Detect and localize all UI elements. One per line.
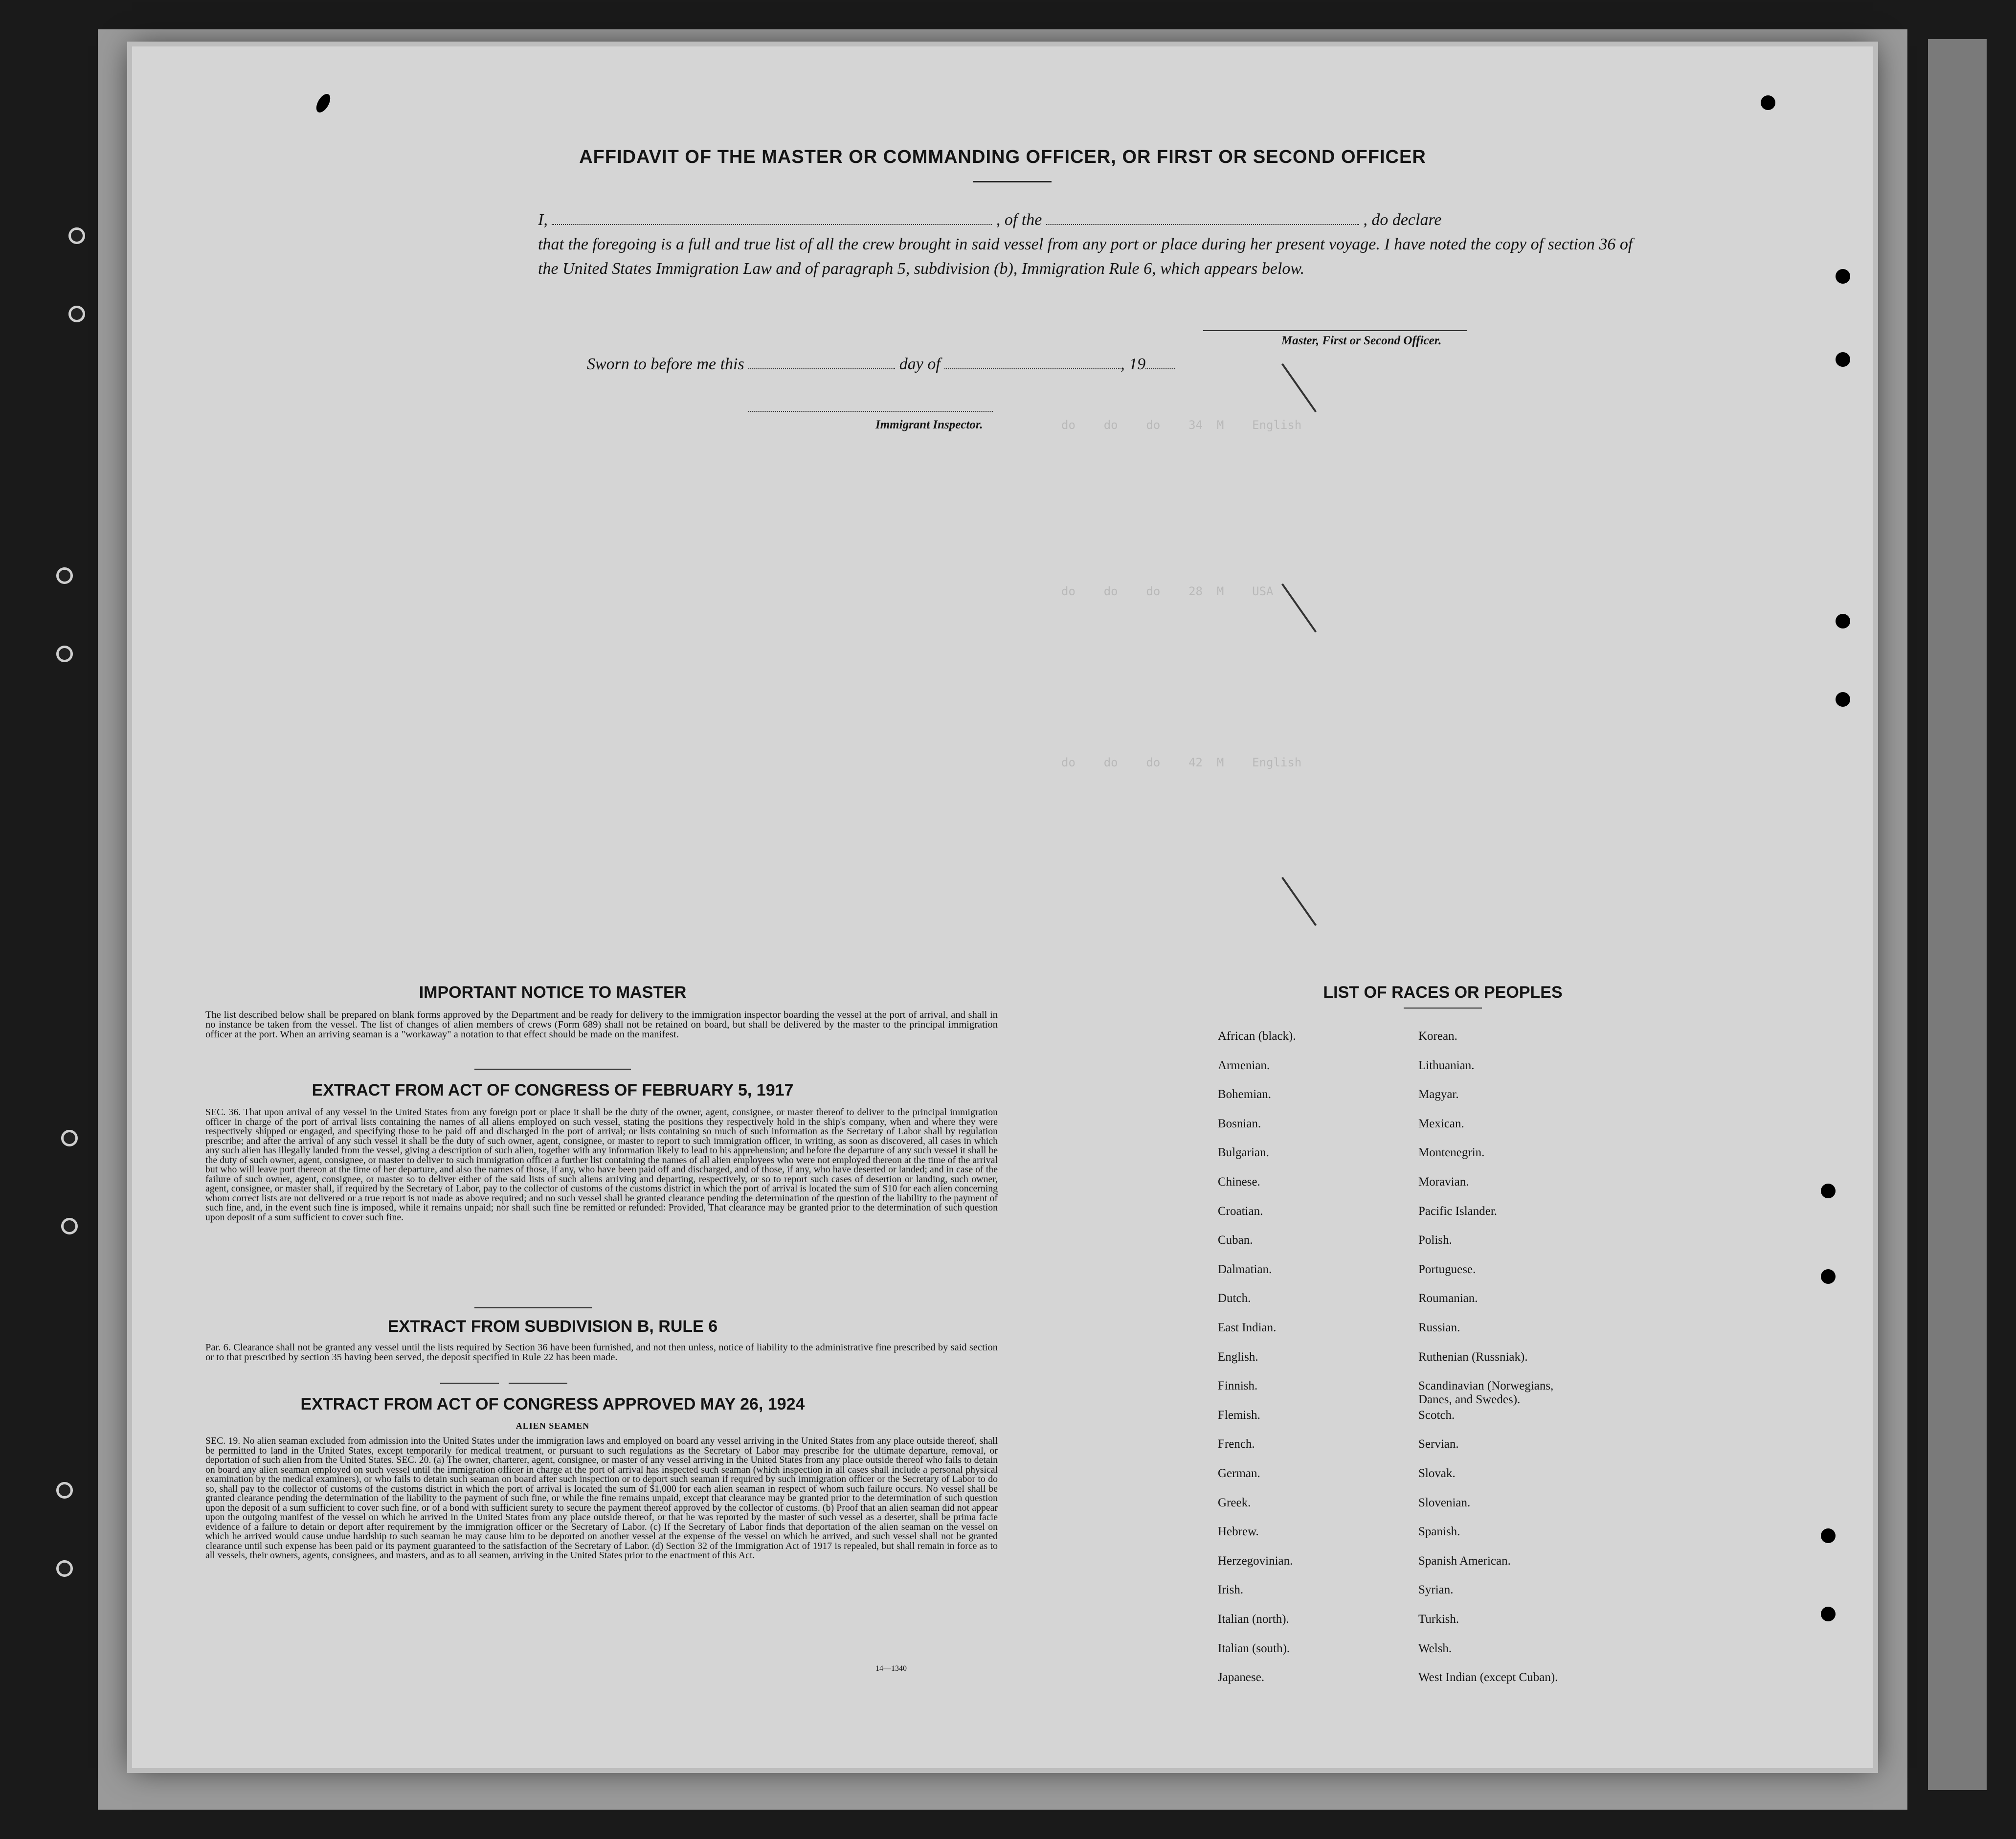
race-item: West Indian (except Cuban). [1418,1671,1558,1684]
race-item: Portuguese. [1418,1262,1476,1276]
binding-ring [56,1560,73,1577]
day-of-label: day of [899,355,941,373]
divider [440,1383,499,1384]
race-item: Lithuanian. [1418,1058,1475,1072]
race-item: Danes, and Swedes). [1418,1393,1521,1407]
races-title: LIST OF RACES OR PEOPLES [1323,983,1563,1002]
race-item: Korean. [1418,1030,1457,1043]
binding-ring [56,646,73,662]
race-item: Flemish. [1218,1408,1260,1422]
declaration-block [538,208,1648,281]
race-item: Slovenian. [1418,1496,1471,1509]
punch-hole [1821,1528,1836,1543]
race-item: Cuban. [1218,1233,1253,1247]
declaration-body: that the foregoing is a full and true list of all the crew brought in said vessel from any port or place during her present voyage. I have noted the copy of section 36 of the United States Immigration Law and of paragraph 5, subdivision (b), Immigration Rule 6, which appears below. [538,235,1633,278]
name-field[interactable] [552,210,992,225]
punch-hole [1836,692,1850,707]
race-item: Spanish American. [1418,1554,1511,1568]
punch-hole [1836,614,1850,628]
race-item: Bohemian. [1218,1088,1272,1101]
year-label: , 19 [1120,355,1146,373]
alien-seamen-subtitle: ALIEN SEAMEN [515,1421,590,1431]
race-item: English. [1218,1350,1258,1364]
race-item: Montenegrin. [1418,1146,1485,1160]
manifest-page: do do do 34 M English do do do 28 M USA do do do 42 M English AFFIDAVIT OF THE MASTER OR COMMANDING OFFICER, OR FIRST OR SECOND OFFICER I, , of the , do declare that the foregoing is a full and true list of all the crew brought in said vessel from any port or place during her present voyage. I have noted the copy of section 36 of the United States Immigration Law and of paragraph 5, subdivision (b), Immigration Rule 6, which appears below. Master, First or Second Officer. Sworn to before me this day of , 19 Immigrant Inspector. IMPORTANT NOTICE TO MASTER The list described below shall be prepared on blank forms approved by the Department and be ready for delivery to the immigration inspector boarding the vessel at the port of arrival, and shall in no instance be taken from the vessel. The list of changes of alien members of crews (Form 689) shall not be retained on board, but shall be delivered by the master to the principal immigration officer at the port. When an arriving seaman is a "workaway" a notation to that effect should be made on the manifest. EXTRACT FROM ACT OF CONGRESS OF FEBRUARY 5, 1917 SEC. 36. That upon arrival of any vessel in the United States from any foreign port or place it shall be the duty of the owner, agent, consignee, or master thereof to deliver to the principal immigration officer in charge of the port of arrival lists containing the names of all aliens employed on such vessel, stating the positions they respectively hold in the ship's company, when and where they were respectively shipped or engaged, and specifying those to be paid off and discharged in the port of arrival; or lists containing so much of such information as the Secretary of Labor shall by regulation prescribe; and after the arrival of any such vessel it shall be the duty of such owner, agent, consignee, or master to report to such immigration officer, in writing, as soon as discovered, all cases in which any such alien has illegally landed from the vessel, giving a description of such alien, together with any information likely to lead to his apprehension; and before the departure of any such vessel it shall be the duty of such owner, agent, consignee, or master to deliver to such immigration officer a further list containing the names of all alien employees who were not employed thereon at the time of the arrival but who will leave port thereon at the time of her departure, and also the names of those, if any, who have been paid off and discharged, and of those, if any, who have deserted or landed; and in case of the failure of such owner, agent, consignee, or master so to deliver either of the said lists of such aliens arriving and departing, respectively, or so to report such cases of desertion or landing, such owner, agent, consignee, or master shall, if required by the Secretary of Labor, pay to the collector of customs of the customs district in which the port of arrival is located the sum of $10 for each alien concerning whom correct lists are not delivered or a true report is not made as above required; and no such vessel shall be granted clearance pending the determination of the question of the liability to the payment of such fine, and, in the event such fine is imposed, while it remains unpaid; nor shall such fine be remitted or refunded: Provided, That clearance may be granted prior to the determination of such question upon deposit of a sum sufficient to cover such fine. EXTRACT FROM SUBDIVISION B, RULE 6 Par. 6. Clearance shall not be granted any vessel until the lists required by Section 36 have been furnished, and not then unless, notice of liability to the administrative fine prescribed by said section or to that prescribed by section 35 having been served, the deposit specified in Rule 22 has been made. EXTRACT FROM ACT OF CONGRESS APPROVED MAY 26, 1924 ALIEN SEAMEN SEC. 19. No alien seaman excluded from admission into the United States under the immigration laws and employed on board any vessel arriving in the United States from any place outside thereof, shall be permitted to land in the United States, except temporarily for medical treatment, or pursuant to such regulations as the Secretary of Labor may prescribe for the ultimate departure, removal, or deportation of such alien from the United States. SEC. 20. (a) The owner, charterer, agent, consignee, or master of any vessel arriving in the United States from any place outside thereof who fails to detain on board any alien seaman employed on such vessel until the immigration officer in charge at the port of arrival has inspected such seaman (which inspection in all cases shall include a personal physical examination by the medical examiners), or who fails to detain such seaman on board after such inspection or to deport such seaman if required by such immigration officer or the Secretary of Labor to do so, shall pay to the collector of customs of the customs district in which the port of arrival is located the sum of $1,000 for each alien seaman in respect of whom such failure occurs. No vessel shall be granted clearance pending the determination of the liability to the payment of such fine, or while the fine remains unpaid, except that clearance may be granted prior to the determination of such question upon the deposit of a sum sufficient to cover such fine, or of a bond with sufficient surety to secure the payment thereof approved by the collector of customs. (b) Proof that an alien seaman did not appear upon the outgoing manifest of the vessel on which he arrived in the United States from any place outside thereof, or that he was reported by the master of such vessel as a deserter, shall be prima facie evidence of a failure to detain or deport after requirement by the immigration officer or the Secretary of Labor. (c) If the Secretary of Labor finds that deportation of the alien seaman on the vessel on which he arrived would cause undue hardship to such seaman he may cause him to be deported on another vessel at the expense of the vessel on which he arrived, and such vessel shall not be granted clearance until such expense has been paid or its payment guaranteed to the satisfaction of the Secretary of Labor. (d) Section 32 of the Immigration Act of 1917 is repealed, but shall remain in force as to all vessels, their owners, agents, consignees, and masters, and as to all seamen, arriving in the United States prior to the enactment of this Act. 14—1340 LIST OF RACES OR PEOPLES African (black). Armenian. Bohemian. Bosnian. Bulgarian. Chinese. Croatian. Cuban. Dalmatian. Dutch. East Indian. English. Finnish. Flemish. French. German. Greek. Hebrew. Herzegovinian. Irish. Italian (north). Italian (south). Japanese. Korean. Lithuanian. Magyar. Mexican. Montenegrin. Moravian. Pacific Islander. Polish. Portuguese. Roumanian. Russian. Ruthenian (Russniak). Scandinavian (Norwegians, Danes, and Swedes). Scotch. Servian. Slovak. Slovenian. Spanish. Spanish American. Syrian. Turkish. Welsh. West Indian (except Cuban). [132,46,1873,1768]
race-item: Japanese. [1218,1671,1265,1684]
extract-1917-text: SEC. 36. That upon arrival of any vessel in the United States from any foreign port or place it shall be the duty of the owner, agent, consignee, or master thereof to deliver to the principal immigration officer in charge of the port of arrival lists containing the names of all aliens employed on such vessel, stating the positions they respectively hold in the ship's company, when and where they were respectively shipped or engaged, and specifying those to be paid off and discharged in the port of arrival; or lists containing so much of such information as the Secretary of Labor shall by regulation prescribe; and after the arrival of any such vessel it shall be the duty of such owner, agent, consignee, or master to report to such immigration officer, in writing, as soon as discovered, all cases in which any such alien has illegally landed from the vessel, giving a description of such alien, together with any information likely to lead to his apprehension; and before the departure of any such vessel it shall be the duty of such owner, agent, consignee, or master to deliver to such immigration officer a further list containing the names of all alien employees who were not employed thereon at the time of the arrival but who will leave port thereon at the time of her departure, and also the names of those, if any, who have been paid off and discharged, and of those, if any, who have deserted or landed; and in case of the failure of such owner, agent, consignee, or master so to deliver either of the said lists of such aliens arriving and departing, respectively, or so to report such cases of desertion or landing, such owner, agent, consignee, or master shall, if required by the Secretary of Labor, pay to the collector of customs of the customs district in which the port of arrival is located the sum of $10 for each alien concerning whom correct lists are not delivered or a true report is not made as above required; and no such vessel shall be granted clearance pending the determination of the question of the liability to the payment of such fine, and, in the event such fine is imposed, while it remains unpaid; nor shall such fine be remitted or refunded: Provided, That clearance may be granted prior to the determination of such question upon deposit of a sum sufficient to cover such fine. [205,1107,998,1223]
binding-ring [56,1482,73,1499]
race-item: Polish. [1418,1233,1452,1247]
punch-hole [1821,1607,1836,1621]
master-label: Master, First or Second Officer. [1281,334,1442,347]
race-item: Finnish. [1218,1379,1258,1393]
race-item: Italian (south). [1218,1641,1290,1655]
race-item: Hebrew. [1218,1525,1259,1539]
race-item: Scotch. [1418,1408,1455,1422]
race-item: Roumanian. [1418,1292,1478,1305]
race-item: Russian. [1418,1321,1460,1334]
race-item: Mexican. [1418,1117,1464,1130]
race-item: Slovak. [1418,1467,1456,1480]
race-item: Croatian. [1218,1204,1263,1218]
master-signature-line[interactable] [1203,330,1467,331]
race-item: Pacific Islander. [1418,1204,1498,1218]
affidavit-title: AFFIDAVIT OF THE MASTER OR COMMANDING OFFICER, OR FIRST OR SECOND OFFICER [579,147,1426,167]
race-item: African (black). [1218,1030,1296,1043]
binding-ring [61,1130,78,1146]
race-item: Scandinavian (Norwegians, [1418,1379,1554,1393]
do-declare-label: , do declare [1363,211,1442,229]
race-item: Dutch. [1218,1292,1251,1305]
sworn-day-field[interactable] [748,355,895,369]
declaration-line [538,208,1648,232]
race-item: Irish. [1218,1583,1244,1597]
divider [1404,1008,1482,1009]
extract-1924-text: SEC. 19. No alien seaman excluded from admission into the United States under the immigration laws and employed on board any vessel arriving in the United States from any place outside thereof, shall be permitted to land in the United States, except temporarily for medical treatment, or pursuant to such regulations as the Secretary of Labor may prescribe for the ultimate departure, removal, or deportation of such alien from the United States. SEC. 20. (a) The owner, charterer, agent, consignee, or master of any vessel arriving in the United States from any place outside thereof who fails to detain on board any alien seaman employed on such vessel until the immigration officer in charge at the port of arrival has inspected such seaman (which inspection in all cases shall include a personal physical examination by the medical examiners), or who fails to detain such seaman on board after such inspection or to deport such seaman if required by such immigration officer or the Secretary of Labor to do so, shall pay to the collector of customs of the customs district in which the port of arrival is located the sum of $1,000 for each alien seaman in respect of whom such failure occurs. No vessel shall be granted clearance pending the determination of the liability to the payment of such fine, or while the fine remains unpaid, except that clearance may be granted prior to the determination of such question upon the deposit of a sum sufficient to cover such fine, or of a bond with sufficient surety to secure the payment thereof approved by the collector of customs. (b) Proof that an alien seaman did not appear upon the outgoing manifest of the vessel on which he arrived in the United States from any place outside thereof, or that he was reported by the master of such vessel as a deserter, shall be prima facie evidence of a failure to detain or deport after requirement by the immigration officer or the Secretary of Labor. (c) If the Secretary of Labor finds that deportation of the alien seaman on the vessel on which he arrived would cause undue hardship to such seaman he may cause him to be deported on another vessel at the expense of the vessel on which he arrived, and such vessel shall not be granted clearance until such expense has been paid or its payment guaranteed to the satisfaction of the Secretary of Labor. (d) Section 32 of the Immigration Act of 1917 is repealed, but shall remain in force as to all vessels, their owners, agents, consignees, and masters, and as to all seamen, arriving in the United States prior to the enactment of this Act. [205,1435,998,1561]
binding-ring [56,567,73,584]
race-item: Italian (north). [1218,1613,1289,1626]
inspector-signature-line[interactable] [748,411,993,412]
race-item: Herzegovinian. [1218,1554,1293,1568]
of-the-label: , of the [996,211,1042,229]
rule6-title: EXTRACT FROM SUBDIVISION B, RULE 6 [387,1317,718,1336]
inspector-label: Immigrant Inspector. [875,418,983,431]
page-edge [1928,39,1987,1790]
race-item: Turkish. [1418,1613,1459,1626]
race-item: Chinese. [1218,1175,1260,1189]
race-item: Spanish. [1418,1525,1460,1539]
sworn-label: Sworn to before me this [587,355,744,373]
race-item: Syrian. [1418,1583,1454,1597]
vessel-field[interactable] [1046,210,1359,225]
punch-hole [1836,352,1850,367]
divider [474,1307,592,1308]
race-item: German. [1218,1467,1260,1480]
race-item: Greek. [1218,1496,1251,1509]
race-item: Welsh. [1418,1641,1452,1655]
race-item: Servian. [1418,1437,1459,1451]
punch-hole [1836,269,1850,284]
race-item: East Indian. [1218,1321,1277,1334]
race-item: Magyar. [1418,1088,1459,1101]
punch-hole [1761,95,1775,110]
binding-ring [61,1218,78,1234]
extract-1917-title: EXTRACT FROM ACT OF CONGRESS OF FEBRUARY 5, 1917 [312,1081,794,1099]
sworn-year-field[interactable] [1145,355,1175,369]
sworn-month-field[interactable] [944,355,1120,369]
i-label: I, [538,211,548,229]
divider [474,1069,631,1070]
race-item: Armenian. [1218,1058,1270,1072]
race-item: French. [1218,1437,1255,1451]
punch-hole [314,91,333,114]
race-item: Ruthenian (Russniak). [1418,1350,1528,1364]
punch-hole [1821,1184,1836,1198]
punch-hole [1821,1269,1836,1284]
sworn-line [587,355,1175,374]
race-item: Bulgarian. [1218,1146,1269,1160]
title-rule [973,181,1052,182]
binding-ring [68,227,85,244]
race-item: Moravian. [1418,1175,1469,1189]
form-number: 14—1340 [875,1664,907,1673]
notice-text: The list described below shall be prepared on blank forms approved by the Department and be ready for delivery to the immigration inspector boarding the vessel at the port of arrival, and shall in no instance be taken from the vessel. The list of changes of alien members of crews (Form 689) shall not be retained on board, but shall be delivered by the master to the principal immigration officer at the port. When an arriving seaman is a "workaway" a notation to that effect should be made on the manifest. [205,1009,998,1040]
notice-title: IMPORTANT NOTICE TO MASTER [419,983,687,1002]
race-item: Dalmatian. [1218,1262,1272,1276]
rule6-text: Par. 6. Clearance shall not be granted any vessel until the lists required by Section 36 have been furnished, and not then unless, notice of liability to the administrative fine prescribed by said section or to that prescribed by section 35 having been served, the deposit specified in Rule 22 has been made. [205,1342,998,1363]
race-item: Bosnian. [1218,1117,1261,1130]
divider [509,1383,567,1384]
extract-1924-title: EXTRACT FROM ACT OF CONGRESS APPROVED MAY 26, 1924 [300,1395,805,1413]
binding-ring [68,306,85,322]
